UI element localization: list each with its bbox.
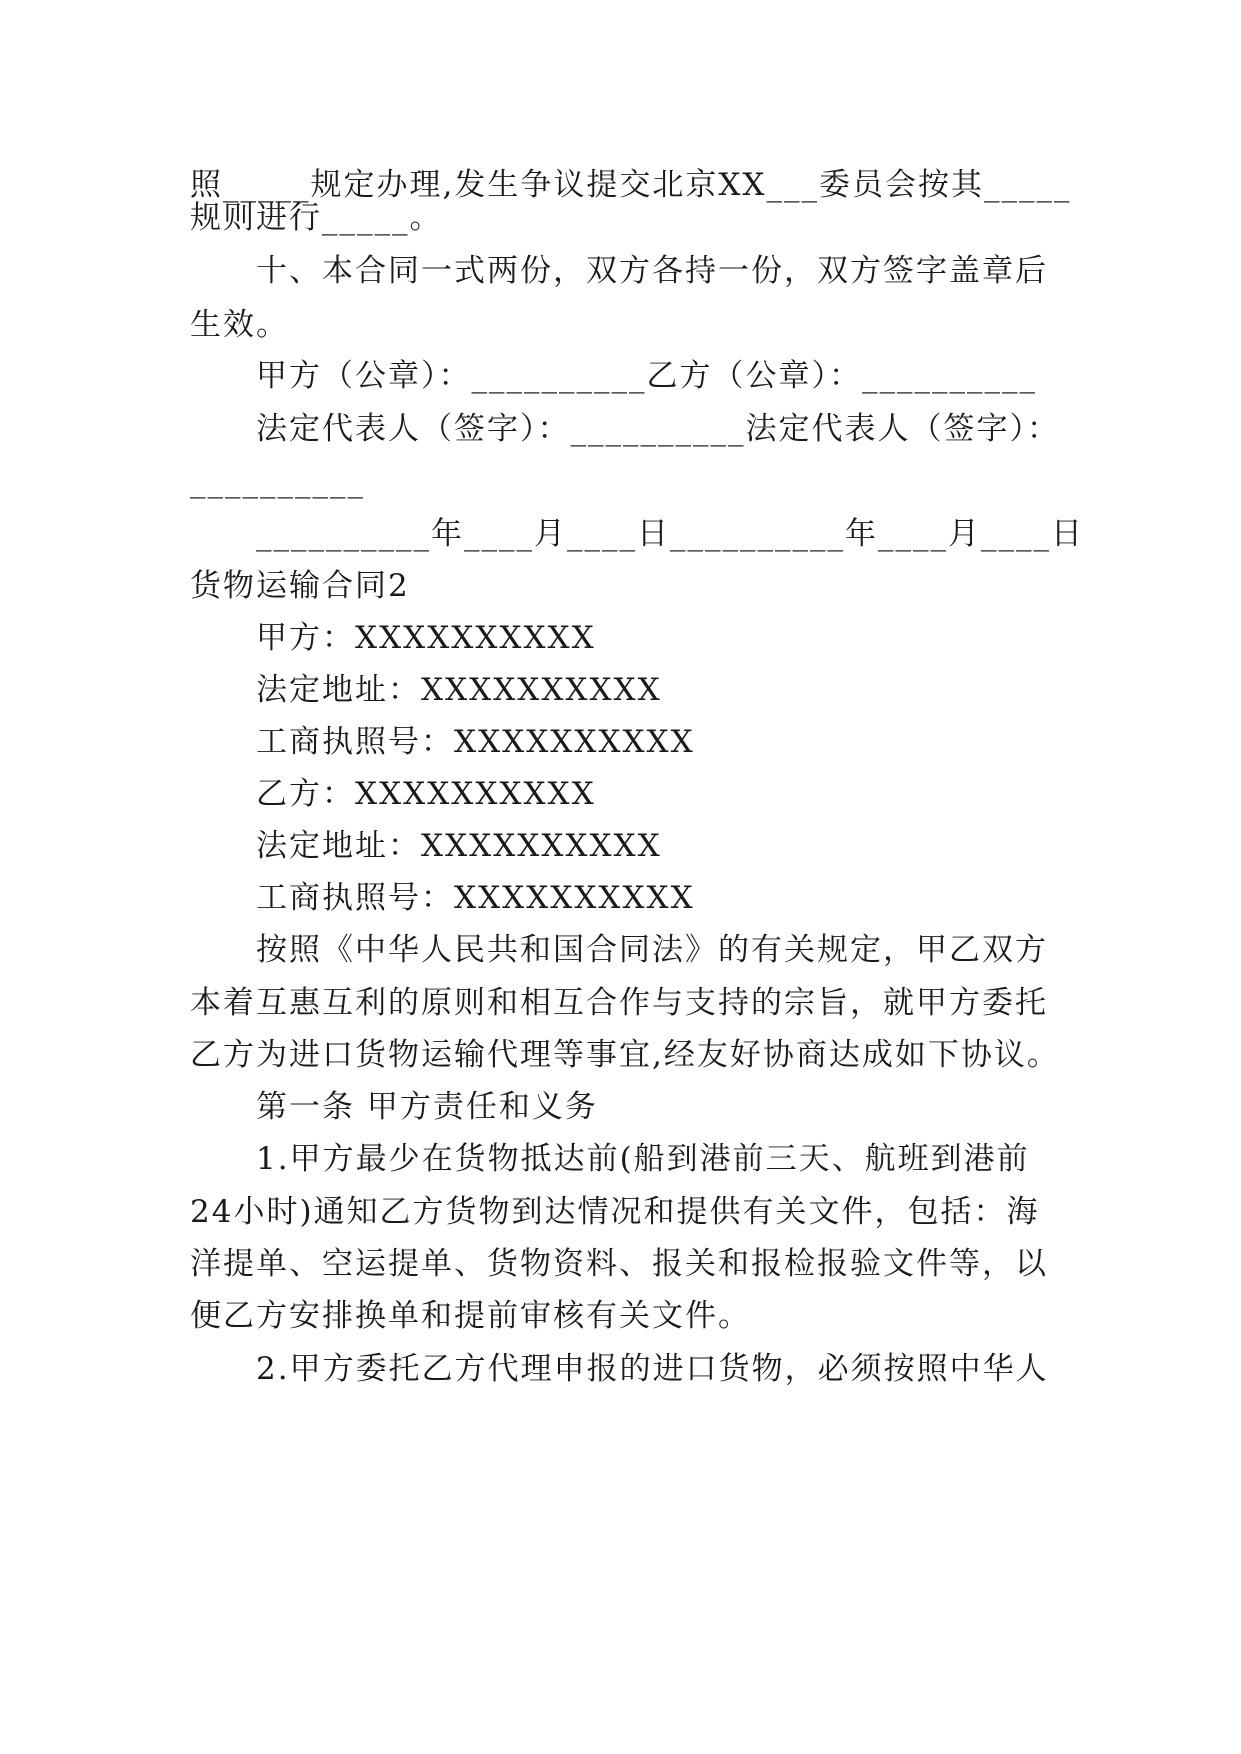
text-line: 十、本合同一式两份，双方各持一份，双方签字盖章后 <box>256 253 1048 289</box>
date-line: __________年____月____日__________年____月____日 <box>256 516 1084 552</box>
party-b-address: 法定地址：XXXXXXXXXX <box>256 828 662 864</box>
section-title: 货物运输合同2 <box>190 568 410 604</box>
text-line: 2.甲方委托乙方代理申报的进口货物，必须按照中华人 <box>256 1351 1049 1387</box>
text-line: 24小时)通知乙方货物到达情况和提供有关文件，包括：海 <box>190 1194 1040 1230</box>
text-line: 洋提单、空运提单、货物资料、报关和报检报验文件等，以 <box>190 1246 1048 1282</box>
text-line: 乙方为进口货物运输代理等事宜,经友好协商达成如下协议。 <box>190 1037 1060 1073</box>
party-a-address: 法定地址：XXXXXXXXXX <box>256 672 662 708</box>
article-heading: 第一条 甲方责任和义务 <box>256 1089 598 1125</box>
text-line: 按照《中华人民共和国合同法》的有关规定，甲乙双方 <box>256 932 1048 968</box>
text-line: 规则进行_____。 <box>190 200 443 236</box>
party-b-name: 乙方：XXXXXXXXXX <box>256 776 596 812</box>
signature-line: 法定代表人（签字）：__________法定代表人（签字）： <box>256 411 1060 447</box>
text-line: 照_____规定办理,发生争议提交北京XX___委员会按其_____ <box>190 167 1072 203</box>
party-a-license: 工商执照号：XXXXXXXXXX <box>256 724 695 760</box>
text-line: 便乙方安排换单和提前审核有关文件。 <box>190 1298 751 1334</box>
text-line: 本着互惠互利的原则和相互合作与支持的宗旨，就甲方委托 <box>190 985 1048 1021</box>
text-line: 1.甲方最少在货物抵达前(船到港前三天、航班到港前 <box>256 1141 1030 1177</box>
party-a-name: 甲方：XXXXXXXXXX <box>256 620 596 656</box>
signature-line: 甲方（公章）：__________乙方（公章）：__________ <box>256 358 1037 394</box>
text-line: 生效。 <box>190 307 289 343</box>
party-b-license: 工商执照号：XXXXXXXXXX <box>256 880 695 916</box>
signature-line: __________ <box>190 463 365 499</box>
